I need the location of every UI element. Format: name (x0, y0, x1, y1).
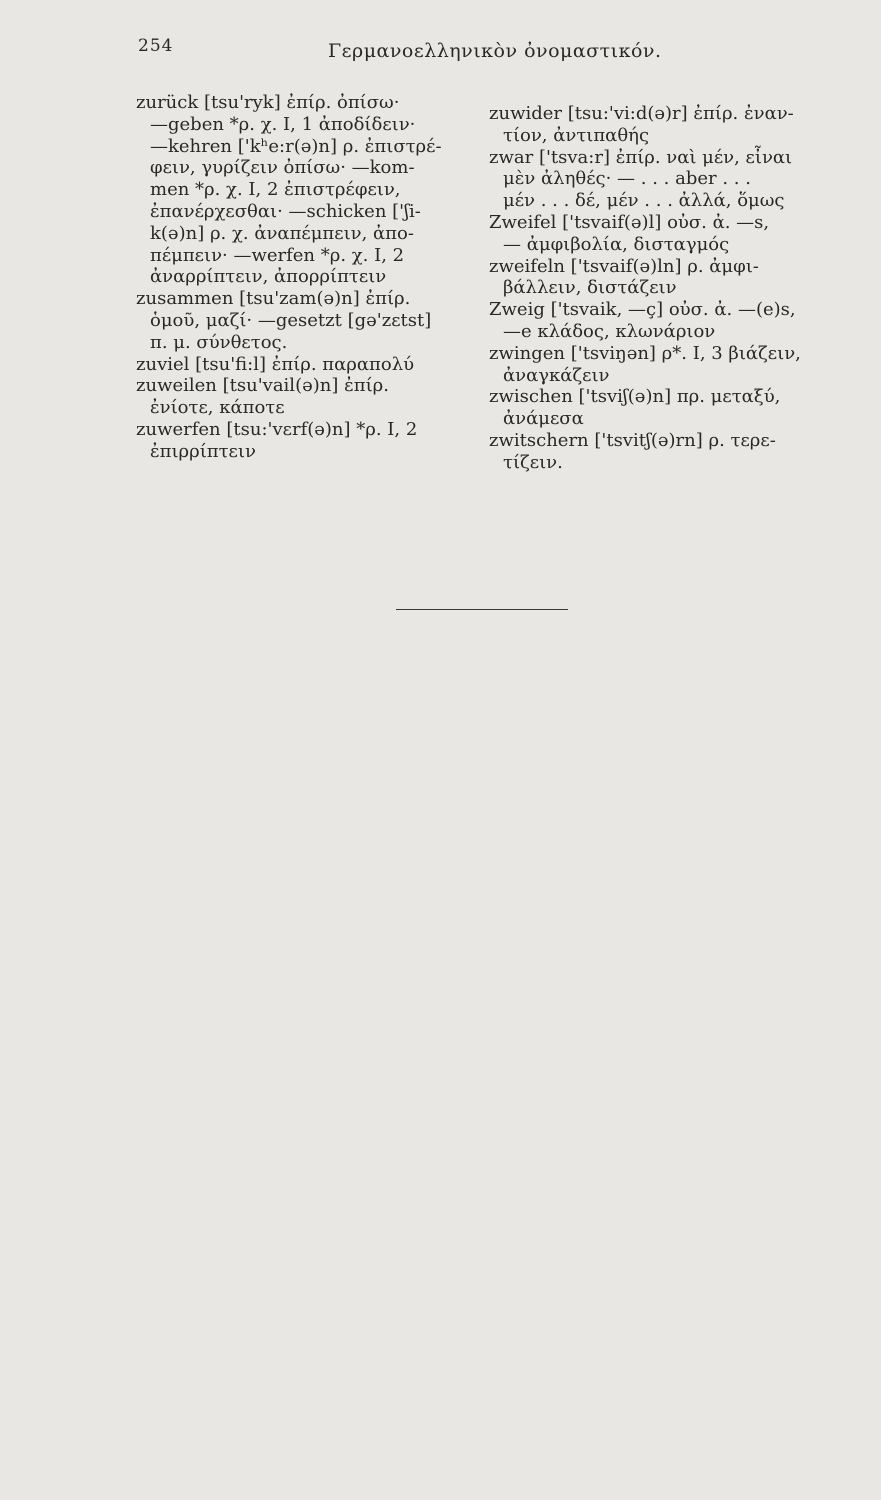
dictionary-line: —geben *ρ. χ. I, 1 ἀποδίδειν· (150, 113, 416, 135)
dictionary-line: Zweifel ['tsvaif(ə)l] οὐσ. ἀ. —s, (489, 211, 770, 233)
dictionary-line: zwingen ['tsviŋən] ρ*. I, 3 βιάζειν, (489, 342, 801, 364)
dictionary-line: zusammen [tsu'zam(ə)n] ἐπίρ. (136, 288, 411, 310)
dictionary-line: zuviel [tsu'fi:l] ἐπίρ. παραπολύ (136, 353, 415, 375)
dictionary-line: zuwerfen [tsu:'vɛrf(ə)n] *ρ. I, 2 (136, 418, 418, 440)
dictionary-line: zwischen ['tsviʃ(ə)n] πρ. μεταξύ, (489, 386, 781, 408)
dictionary-line: ὁμοῦ, μαζί· —gesetzt [gə'zɛtst] (150, 309, 432, 331)
dictionary-line: zuwider [tsu:'vi:d(ə)r] ἐπίρ. ἐναν- (489, 103, 794, 124)
dictionary-line: τίον, ἀντιπαθής (503, 124, 650, 146)
dictionary-line: ἐπανέρχεσθαι· —schicken ['ʃi- (150, 200, 421, 222)
dictionary-line: Zweig ['tsvaik, —ç] οὐσ. ἀ. —(e)s, (489, 299, 796, 321)
dictionary-line: ἀναγκάζειν (503, 364, 610, 386)
dictionary-line: ἐπιρρίπτειν (150, 440, 256, 462)
dictionary-line: zwar ['tsva:r] ἐπίρ. ναὶ μέν, εἶναι (489, 146, 793, 168)
dictionary-line: πέμπειν· —werfen *ρ. χ. I, 2 (150, 244, 405, 266)
dictionary-line: —kehren ['kʰe:r(ə)n] ρ. ἐπιστρέ- (150, 135, 442, 157)
dictionary-line: men *ρ. χ. I, 2 ἐπιστρέφειν, (150, 179, 401, 201)
end-rule (396, 609, 568, 610)
dictionary-line: βάλλειν, διστάζειν (503, 277, 677, 299)
dictionary-line: ἀνάμεσα (503, 408, 584, 430)
dictionary-line: zurück [tsu'ryk] ἐπίρ. ὀπίσω· (136, 92, 400, 113)
running-head: Γερμανοελληνικὸν ὀνομαστικόν. (328, 40, 662, 62)
page-number: 254 (138, 36, 174, 56)
dictionary-line: μέν . . . δέ, μέν . . . ἀλλά, ὅμως (503, 190, 785, 212)
dictionary-line: τίζειν. (503, 451, 563, 473)
dictionary-line: μὲν ἀληθές· — . . . aber . . . (503, 168, 751, 190)
dictionary-line: — ἀμφιβολία, δισταγμός (503, 233, 730, 255)
dictionary-line: k(ə)n] ρ. χ. ἀναπέμπειν, ἀπο- (150, 222, 414, 244)
dictionary-line: π. μ. σύνθετος. (150, 331, 288, 353)
dictionary-line: —e κλάδος, κλωνάριον (503, 320, 716, 342)
dictionary-line: zwitschern ['tsvitʃ(ə)rn] ρ. τερε- (489, 429, 776, 451)
dictionary-line: φειν, γυρίζειν ὀπίσω· —kom- (150, 157, 415, 179)
dictionary-line: ἀναρρίπτειν, ἀπορρίπτειν (150, 266, 387, 288)
dictionary-line: zuweilen [tsu'vail(ə)n] ἐπίρ. (136, 375, 389, 397)
left-column (136, 92, 466, 463)
right-column (489, 103, 829, 474)
dictionary-line: zweifeln ['tsvaif(ə)ln] ρ. ἀμφι- (489, 255, 759, 277)
dictionary-line: ἐνίοτε, κάποτε (150, 397, 285, 419)
